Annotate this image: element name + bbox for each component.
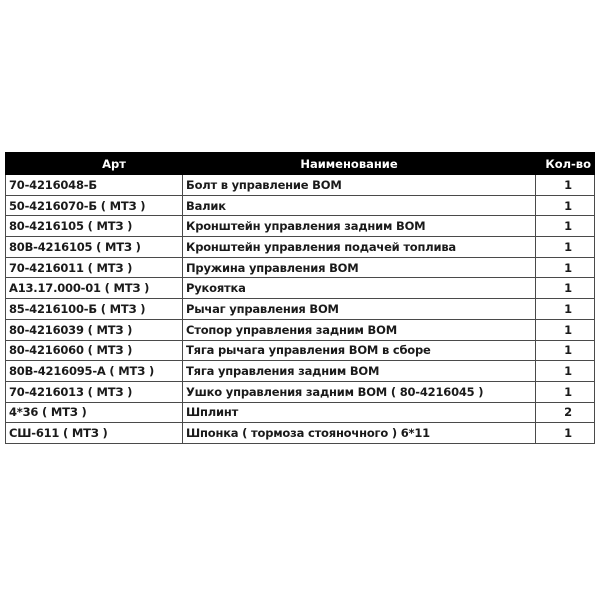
cell-art: 80-4216039 ( МТЗ ) <box>6 319 183 340</box>
table-row <box>6 402 595 423</box>
table-row <box>6 257 595 278</box>
cell-qty: 1 <box>536 195 595 216</box>
cell-art: 50-4216070-Б ( МТЗ ) <box>6 195 183 216</box>
cell-name: Ушко управления задним ВОМ ( 80-4216045 ) <box>183 381 536 402</box>
cell-name: Шплинт <box>183 402 536 423</box>
table-row <box>6 381 595 402</box>
cell-art: 70-4216048-Б <box>6 175 183 196</box>
cell-name: Тяга управления задним ВОМ <box>183 361 536 382</box>
cell-qty: 1 <box>536 381 595 402</box>
cell-qty: 1 <box>536 257 595 278</box>
cell-qty: 1 <box>536 423 595 444</box>
table-row <box>6 237 595 258</box>
cell-name: Рукоятка <box>183 278 536 299</box>
cell-name: Тяга рычага управления ВОМ в сборе <box>183 340 536 361</box>
cell-qty: 1 <box>536 175 595 196</box>
cell-name: Кронштейн управления задним ВОМ <box>183 216 536 237</box>
cell-qty: 2 <box>536 402 595 423</box>
cell-qty: 1 <box>536 361 595 382</box>
table-row <box>6 195 595 216</box>
cell-art: 80-4216105 ( МТЗ ) <box>6 216 183 237</box>
cell-art: 70-4216011 ( МТЗ ) <box>6 257 183 278</box>
cell-qty: 1 <box>536 319 595 340</box>
cell-art: 80В-4216105 ( МТЗ ) <box>6 237 183 258</box>
cell-art: 70-4216013 ( МТЗ ) <box>6 381 183 402</box>
cell-name: Пружина управления ВОМ <box>183 257 536 278</box>
table-row <box>6 175 595 196</box>
header-name: Наименование <box>183 153 536 175</box>
cell-qty: 1 <box>536 278 595 299</box>
table-row <box>6 216 595 237</box>
parts-table <box>5 152 595 444</box>
table-body <box>6 175 595 444</box>
cell-name: Кронштейн управления подачей топлива <box>183 237 536 258</box>
table-row <box>6 423 595 444</box>
cell-qty: 1 <box>536 299 595 320</box>
cell-art: СШ-611 ( МТЗ ) <box>6 423 183 444</box>
cell-qty: 1 <box>536 237 595 258</box>
table-row <box>6 340 595 361</box>
table-row <box>6 278 595 299</box>
cell-art: 4*36 ( МТЗ ) <box>6 402 183 423</box>
cell-art: 80-4216060 ( МТЗ ) <box>6 340 183 361</box>
table-row <box>6 299 595 320</box>
table-row <box>6 361 595 382</box>
header-art: Арт <box>6 153 183 175</box>
header-row <box>6 153 595 175</box>
table-header <box>6 153 595 175</box>
cell-name: Шпонка ( тормоза стояночного ) 6*11 <box>183 423 536 444</box>
cell-art: А13.17.000-01 ( МТЗ ) <box>6 278 183 299</box>
cell-art: 80В-4216095-А ( МТЗ ) <box>6 361 183 382</box>
cell-qty: 1 <box>536 340 595 361</box>
cell-name: Рычаг управления ВОМ <box>183 299 536 320</box>
cell-name: Болт в управление ВОМ <box>183 175 536 196</box>
cell-art: 85-4216100-Б ( МТЗ ) <box>6 299 183 320</box>
header-qty: Кол-во <box>536 153 595 175</box>
cell-qty: 1 <box>536 216 595 237</box>
table-row <box>6 319 595 340</box>
cell-name: Валик <box>183 195 536 216</box>
cell-name: Стопор управления задним ВОМ <box>183 319 536 340</box>
